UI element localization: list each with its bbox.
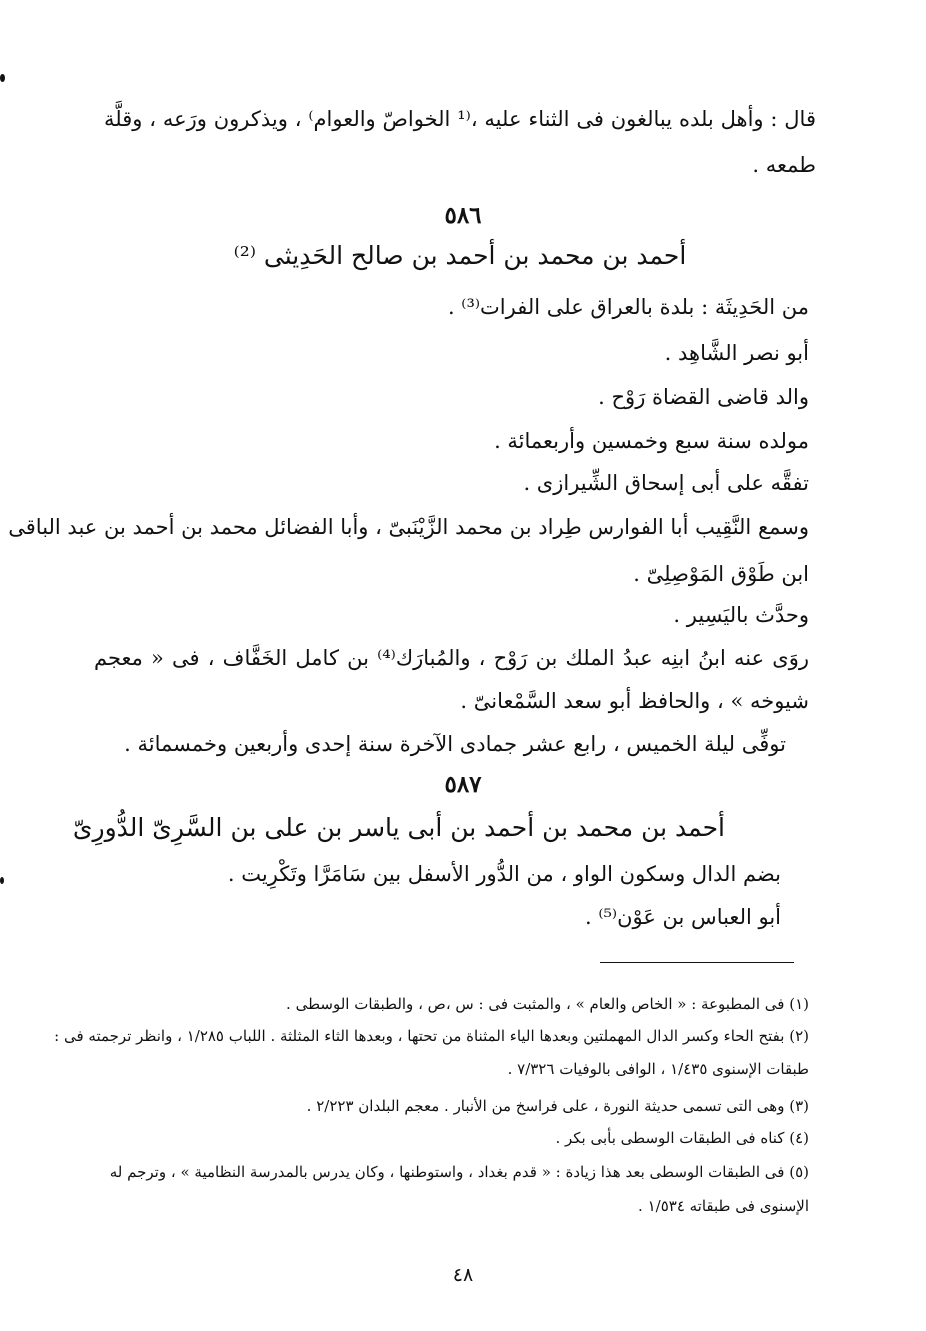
page-number: ٤٨: [452, 1264, 474, 1286]
entry-title-586: أحمد بن محمد بن أحمد بن صالح الحَدِيثى ⁽²⁾: [233, 241, 687, 270]
entry-586-line-11: توفِّى ليلة الخميس ، رابع عشر جمادى الآخرة سنة إحدى وأربعين وخمسمائة .: [124, 732, 786, 756]
footnote-5-line-2: الإسنوى فى طبقاته ١/٥٣٤ .: [638, 1197, 809, 1215]
entry-586-line-2: أبو نصر الشَّاهِد .: [664, 341, 809, 365]
margin-mark-top: [0, 74, 5, 82]
footnote-1: (١) فى المطبوعة : « الخاص والعام » ، والمثبت فى : س ،ص ، والطبقات الوسطى .: [286, 995, 809, 1013]
entry-number-587: ٥٨٧: [444, 771, 482, 798]
entry-586-line-1: من الحَدِيثَة : بلدة بالعراق على الفرات⁽³⁾ .: [447, 295, 809, 319]
entry-586-line-9: روَى عنه ابنُ ابنِه عبدُ الملك بن رَوْح ، والمُبارَك⁽⁴⁾ بن كامل الخَفَّاف ، فى « معجم: [94, 646, 809, 670]
entry-587-line-1: بضم الدال وسكون الواو ، من الدُّور الأسفل بين سَامَرَّا وتَكْرِيت .: [227, 862, 781, 886]
footnote-4: (٤) كناه فى الطبقات الوسطى بأبى بكر .: [555, 1129, 809, 1147]
entry-586-line-3: والد قاضى القضاة رَوْح .: [598, 385, 809, 409]
footnote-3: (٣) وهى التى تسمى حديثة النورة ، على فراسخ من الأنبار . معجم البلدان ٢/٢٢٣ .: [306, 1097, 809, 1115]
opening-line-2: طمعه .: [752, 153, 816, 177]
entry-587-line-2: أبو العباس بن عَوْن⁽⁵⁾ .: [584, 905, 781, 929]
entry-586-line-4: مولده سنة سبع وخمسين وأربعمائة .: [494, 429, 809, 453]
entry-586-line-7: ابن طَوْق المَوْصِلِىّ .: [633, 562, 809, 586]
entry-586-line-8: وحدَّث باليَسِير .: [673, 603, 809, 627]
entry-586-line-6: وسمع النَّقِيب أبا الفوارس طِراد بن محمد الزَّيْنَبىّ ، وأبا الفضائل محمد بن أحمد بن عبد الباقى: [8, 515, 809, 539]
entry-number-586: ٥٨٦: [444, 202, 482, 229]
footnote-2-line-1: (٢) بفتح الحاء وكسر الدال المهملتين وبعدها الياء المثناة من تحتها ، وبعدها الثاء المثلثة . اللباب ١/٢٨٥ ، وانظر ترجمته فى :: [54, 1027, 809, 1045]
footnote-5-line-1: (٥) فى الطبقات الوسطى بعد هذا زيادة : « قدم بغداد ، واستوطنها ، وكان يدرس بالمدرسة النظامية » ، وترجم له: [109, 1163, 809, 1181]
margin-mark-middle: [0, 877, 4, 884]
opening-line-1: قال : وأهل بلده يبالغون فى الثناء عليه ،⁽¹ الخواصّ والعوام⁾ ، ويذكرون ورَعه ، وقلَّة: [104, 107, 816, 131]
footnote-separator: [600, 962, 794, 963]
entry-586-line-10: شيوخه » ، والحافظ أبو سعد السَّمْعانىّ .: [460, 689, 809, 713]
entry-title-587: أحمد بن محمد بن أحمد بن أبى ياسر بن على بن السَّرِىّ الدُّورِىّ: [72, 813, 725, 842]
footnote-2-line-2: طبقات الإسنوى ١/٤٣٥ ، الوافى بالوفيات ٧/٣٢٦ .: [507, 1060, 809, 1078]
entry-586-line-5: تفقَّه على أبى إسحاق الشِّيرازى .: [523, 471, 809, 495]
